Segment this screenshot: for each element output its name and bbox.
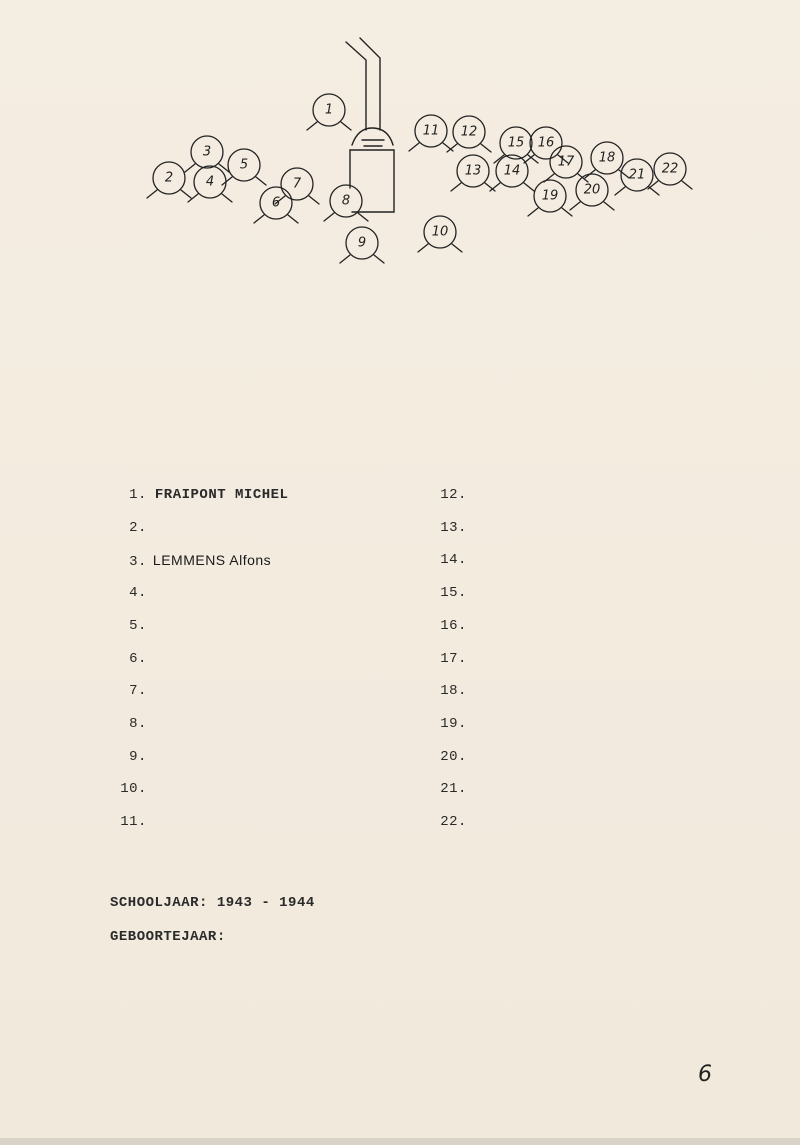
person-number-label: 3 bbox=[202, 144, 212, 160]
person-marker bbox=[147, 162, 191, 198]
list-item bbox=[430, 747, 475, 767]
list-item-number: 12 bbox=[440, 487, 458, 503]
list-item-number: 9 bbox=[129, 748, 138, 765]
list-item bbox=[108, 616, 155, 636]
list-item bbox=[430, 714, 475, 734]
list-item-dot: . bbox=[458, 814, 467, 830]
list-item bbox=[430, 681, 475, 701]
list-item-number: 17 bbox=[440, 650, 458, 667]
stove-drawing bbox=[346, 38, 394, 212]
person-marker bbox=[307, 94, 351, 130]
list-item-number: 20 bbox=[440, 748, 458, 765]
list-item bbox=[430, 779, 475, 799]
list-item-dot: . bbox=[458, 617, 467, 634]
list-item-number: 19 bbox=[440, 715, 458, 732]
list-item bbox=[108, 485, 288, 505]
person-marker bbox=[528, 180, 572, 216]
person-number-label: 22 bbox=[661, 161, 679, 177]
list-item-dot: . bbox=[458, 585, 467, 602]
birth-year-line bbox=[110, 929, 226, 945]
person-number-label: 14 bbox=[503, 163, 521, 179]
list-item-dot: . bbox=[138, 748, 147, 765]
school-year-value: 1943 - 1944 bbox=[216, 895, 315, 911]
list-item-number: 2 bbox=[129, 519, 138, 536]
person-number-label: 13 bbox=[464, 163, 482, 179]
list-item-number: 15 bbox=[440, 585, 458, 602]
list-item bbox=[108, 550, 271, 570]
person-number-label: 18 bbox=[598, 150, 616, 166]
list-item bbox=[430, 616, 475, 636]
list-item-number: 4 bbox=[129, 585, 138, 602]
list-item-dot: . bbox=[138, 683, 147, 700]
list-item-dot: . bbox=[138, 487, 147, 503]
person-name: LEMMENS Alfons bbox=[152, 552, 272, 569]
list-item-dot: . bbox=[458, 650, 467, 667]
birth-year-label: GEBOORTEJAAR: bbox=[110, 929, 226, 945]
school-year-line bbox=[110, 895, 315, 911]
list-item bbox=[108, 779, 155, 799]
list-item-number: 10 bbox=[120, 781, 138, 798]
list-item-number: 3 bbox=[129, 554, 138, 571]
list-item-number: 18 bbox=[440, 683, 458, 700]
person-number-label: 19 bbox=[541, 188, 559, 204]
list-item bbox=[430, 812, 475, 832]
list-item-dot: . bbox=[458, 519, 467, 536]
list-item bbox=[108, 812, 155, 832]
person-marker bbox=[447, 116, 491, 152]
list-item-dot: . bbox=[138, 585, 147, 602]
list-item-dot: . bbox=[458, 715, 467, 732]
list-item-dot: . bbox=[458, 781, 467, 798]
school-year-label: SCHOOLJAAR: bbox=[110, 895, 208, 911]
list-item-number: 13 bbox=[440, 519, 458, 536]
list-item bbox=[430, 550, 475, 570]
list-item bbox=[430, 583, 475, 603]
person-markers bbox=[147, 94, 692, 263]
person-number-label: 21 bbox=[628, 167, 646, 183]
person-number-label: 9 bbox=[357, 235, 367, 251]
page-number: 6 bbox=[698, 1062, 712, 1087]
person-marker bbox=[585, 142, 629, 178]
list-item-number: 22 bbox=[440, 814, 458, 830]
person-number-label: 10 bbox=[431, 224, 449, 240]
person-number-label: 15 bbox=[507, 135, 525, 151]
list-item-dot: . bbox=[138, 781, 147, 798]
person-marker bbox=[648, 153, 692, 189]
list-item-dot: . bbox=[458, 552, 467, 569]
list-item-number: 11 bbox=[120, 814, 138, 830]
list-item-number: 6 bbox=[129, 650, 138, 667]
person-marker bbox=[340, 227, 384, 263]
list-item-dot: . bbox=[138, 715, 147, 732]
list-item-dot: . bbox=[138, 814, 147, 830]
list-item-number: 14 bbox=[440, 552, 458, 569]
list-item bbox=[430, 518, 475, 538]
page-edge bbox=[0, 1138, 800, 1145]
list-item-number: 16 bbox=[440, 617, 458, 634]
person-number-label: 8 bbox=[341, 193, 351, 209]
list-item-dot: . bbox=[458, 487, 467, 503]
person-marker bbox=[451, 155, 495, 191]
list-item-dot: . bbox=[138, 554, 147, 571]
list-item bbox=[430, 649, 475, 669]
list-item bbox=[108, 714, 155, 734]
person-number-label: 11 bbox=[422, 123, 440, 139]
person-number-label: 7 bbox=[292, 176, 302, 192]
seating-diagram bbox=[0, 0, 800, 290]
list-item bbox=[108, 747, 155, 767]
list-item-dot: . bbox=[138, 650, 147, 667]
list-item bbox=[108, 649, 155, 669]
person-name: FRAIPONT MICHEL bbox=[154, 487, 289, 503]
person-number-label: 5 bbox=[239, 157, 249, 173]
person-marker bbox=[254, 187, 298, 223]
person-number-label: 4 bbox=[205, 174, 215, 190]
list-item bbox=[108, 681, 155, 701]
person-marker bbox=[544, 146, 588, 182]
list-item-number: 21 bbox=[440, 781, 458, 798]
person-marker bbox=[188, 166, 232, 202]
person-number-label: 1 bbox=[324, 102, 334, 118]
list-item-dot: . bbox=[138, 617, 147, 634]
list-item-number: 5 bbox=[129, 617, 138, 634]
list-item-dot: . bbox=[138, 519, 147, 536]
list-item bbox=[430, 485, 475, 505]
person-marker bbox=[222, 149, 266, 185]
person-number-label: 2 bbox=[164, 170, 174, 186]
person-marker bbox=[409, 115, 453, 151]
list-item-dot: . bbox=[458, 748, 467, 765]
person-marker bbox=[324, 185, 368, 221]
list-item-dot: . bbox=[458, 683, 467, 700]
list-item-number: 7 bbox=[129, 683, 138, 700]
list-item-number: 1 bbox=[129, 487, 138, 503]
list-item-number: 8 bbox=[129, 715, 138, 732]
person-marker bbox=[275, 168, 319, 204]
person-marker bbox=[570, 174, 614, 210]
person-number-label: 16 bbox=[537, 135, 555, 151]
person-number-label: 12 bbox=[460, 124, 478, 140]
person-marker bbox=[418, 216, 462, 252]
list-item bbox=[108, 518, 155, 538]
person-number-label: 20 bbox=[583, 182, 601, 198]
person-number-label: 17 bbox=[557, 154, 575, 170]
person-number-label: 6 bbox=[271, 195, 281, 211]
list-item bbox=[108, 583, 155, 603]
